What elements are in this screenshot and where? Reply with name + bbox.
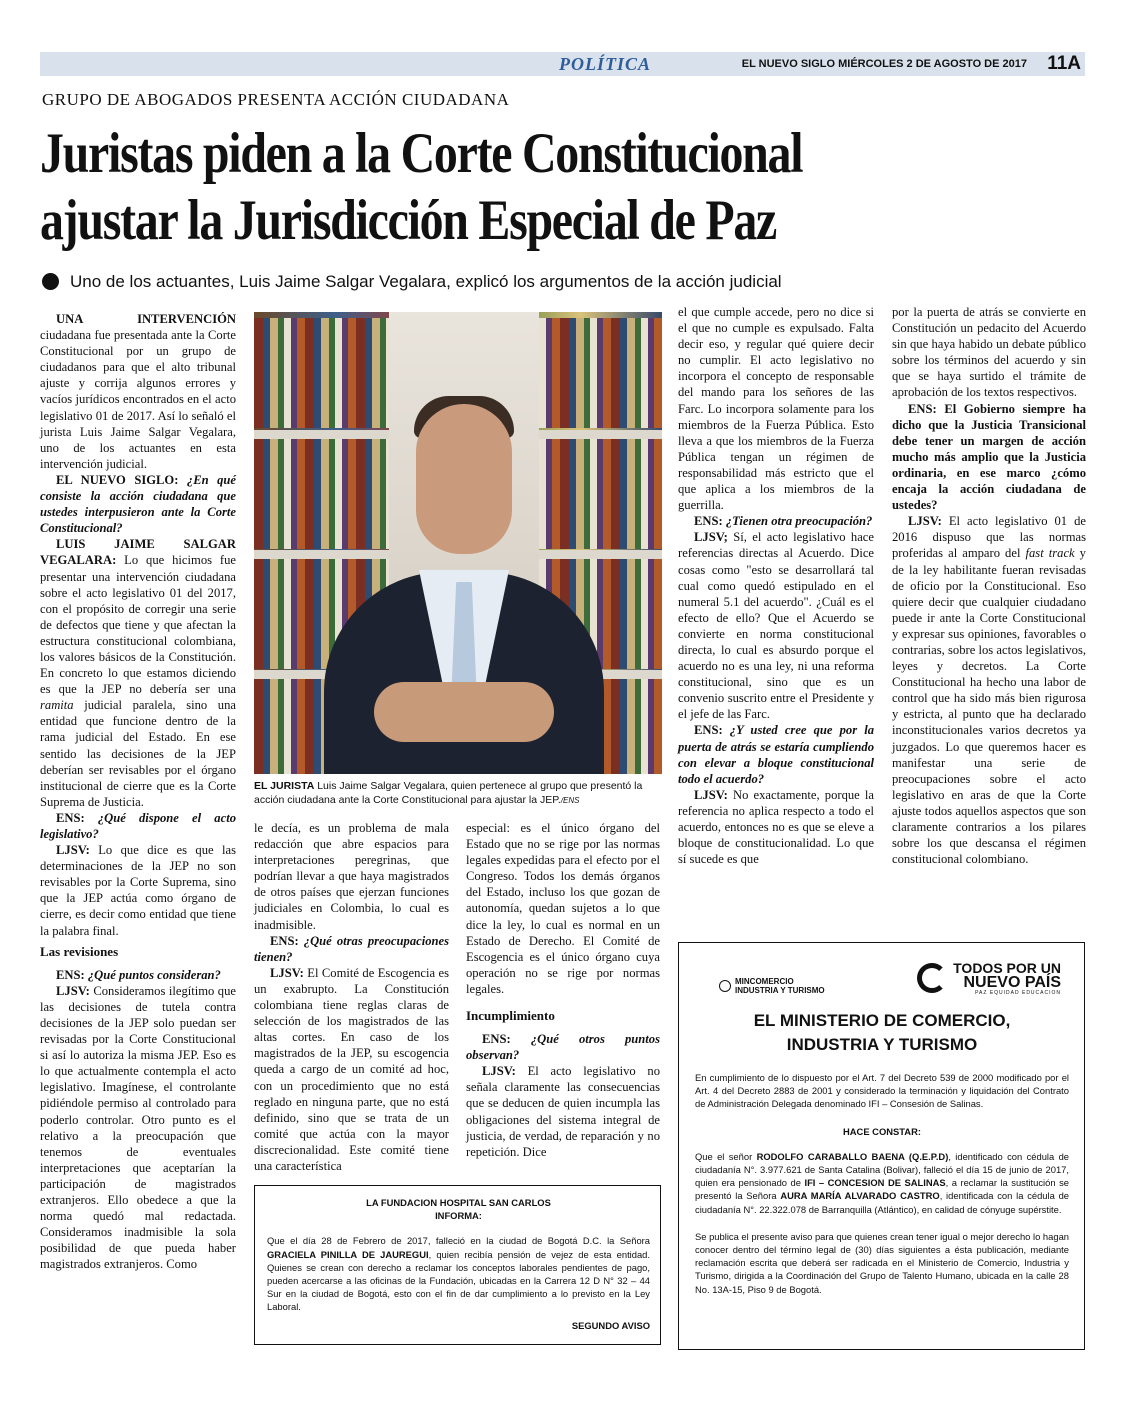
- section-header-bar: [40, 52, 1085, 76]
- notice-body: Se publica el presente aviso para que quienes crean tener igual o mejor derecho lo hagan conocer dentro del término legal de (30) días siguientes a ésta publicación, mediante reclamación escrita que deberá ser radicada en el Ministerio de Comercio, Industria y Turismo, dirigida a la Coordinación del Grupo de Talento Humano, ubicada en la calle 28 No. 13A-15, Piso 9 de Bogotá.: [695, 1230, 1069, 1295]
- notice-ministerio: [678, 942, 1085, 1350]
- question: ENS: ¿Y usted cree que por la puerta de atrás se estaría cumpliendo con elevar a bloque constitucional todo el acuerdo?: [678, 723, 874, 786]
- notice-title: INFORMA:: [435, 1210, 482, 1222]
- page-number: 11A: [1047, 53, 1081, 74]
- answer: LJSV: El Comité de Escogencia es un exabrupto. La Constitución colombiana tiene reglas claras de selección de los magistrados de las altas cortes. En caso de los magistrados de la JEP, su escogencia queda a cargo de un comité ad hoc, con un procedimiento que no está reglado en ninguna parte, que no está definido, sino que se trata de un comité que actúa con la mayor discrecionalidad. Este comité tiene una característica: [254, 965, 449, 1173]
- paper-date: EL NUEVO SIGLO MIÉRCOLES 2 DE AGOSTO DE 2017: [741, 58, 1027, 70]
- article-column-3: [466, 820, 660, 1160]
- section-name: POLÍTICA: [558, 54, 651, 74]
- answer: LJSV: El acto legislativo 01 de 2016 dispuso que las normas proferidas al amparo del fast track y de la ley habilitante fueran revisadas de oficio por la Constitucional. Eso quiere decir que cualquier ciudadano puede ir ante la Corte Constitucional y expresar sus opiniones, favorables o contrarias, sobre los actos legislativos, leyes y decretos. La Corte Constitucional ha hecho una labor de control que ha sido más bien rigurosa y estricta, al punto que ha declarado inconstitucionales varios decretos ya juzgados. Lo que queremos hacer es manifestar una serie de preocupaciones sobre el acto legislativo en aras de que la Corte ajuste todos aquellos aspectos que son claramente contrarios a los pilares sobre los que descansa el régimen constitucional colombiano.: [892, 514, 1086, 867]
- notice-fundacion: [254, 1185, 661, 1345]
- answer: LJSV: El acto legislativo no señala claramente las consecuencias que se deducen de quien incumpla las obligaciones del sistema integral de justicia, de verdad, de reparación y no repetición. Dice: [466, 1064, 660, 1159]
- article-column-2: [254, 820, 449, 1174]
- article-column-1: [40, 311, 236, 1272]
- question: ENS: ¿Qué otras preocupaciones tienen?: [254, 933, 449, 964]
- jurist-photo: [254, 312, 662, 774]
- answer: LJSV: No exactamente, porque la referencia no aplica respecto a todo el acuerdo, entonces no es que se eleve a bloque de constitucionalidad. Lo que sí sucede es que: [678, 787, 874, 867]
- question: ENS: El Gobierno siempre ha dicho que la Justicia Transicional debe tener un margen de acción mucho más amplio que la Justicia ordinaria, en ese marco ¿cómo encaja la acción ciudadana de ustedes?: [892, 401, 1086, 513]
- article-kicker: GRUPO DE ABOGADOS PRESENTA ACCIÓN CIUDADANA: [42, 90, 510, 109]
- notice-body: Que el día 28 de Febrero de 2017, falleció en la ciudad de Bogotá D.C. la Señora GRACIELA PINILLA DE JAUREGUI, quien recibía pensión de vejez de esta entidad. Quienes se crean con derecho a reclamar los conceptos laborales pendientes de pago, pueden acercarse a las oficinas de la Fundación, ubicadas en la Carrera 12 D N° 32 – 44 Sur en la ciudad de Bogotá, esto con el fin de dar cumplimiento a lo previsto en la Ley Laboral.: [267, 1235, 651, 1313]
- answer: LUIS JAIME SALGAR VEGALARA: Lo que hicimos fue presentar una intervención ciudadana sobre el acto legislativo 01 del 2017, con el propósito de corregir una serie de defectos que tiene y que afectan la estructura constitucional colombiana, los valores básicos de la Constitución. En concreto lo que estamos diciendo es que la JEP no debería ser una ramita judicial paralela, sino una entidad que funcione dentro de la rama judicial del Estado. En ese sentido las decisiones de la JEP deberían ser revisables por el órgano institucional de cierre que es la Corte Suprema de Justicia.: [40, 537, 236, 809]
- paragraph: especial: es el único órgano del Estado que no se rige por las normas legales expedidas para el efecto por el Congreso. Todos los demás órganos del Estado, incluso los que gozan de autonomía, quedan sujetos a lo que dice la ley, lo cual es normal en un Estado de Derecho. El Comité de Escogencia es el único órgano cuya operación no se rige por normas legales.: [466, 821, 660, 996]
- subheadline: [42, 272, 1082, 292]
- article-subtitle: Incumplimiento: [466, 1008, 555, 1024]
- photo-credit: /ENS: [560, 796, 580, 805]
- photo-caption: EL JURISTA Luis Jaime Salgar Vegalara, quien pertenece al grupo que presentó la acción ciudadana ante la Corte Constitucional para ajustar la JEP./ENS: [254, 780, 643, 806]
- question: ENS: ¿Tienen otra preocupación?: [694, 514, 873, 529]
- question: ENS: ¿Qué dispone el acto legislativo?: [40, 810, 236, 841]
- paragraph: el que cumple accede, pero no dice si el que no cumple es expulsado. Falta decir eso, y regular qué quiere decir no cumplir. El acto legislativo no incorpora el concepto de responsable del mando para los señores de las Farc. Lo incorpora solamente para los miembros de la Fuerza Pública. Esto lleva a que los miembros de la Fuerza Pública tengan un régimen de responsabilidad más estricto que el que aplica a los miembros de la guerrilla.: [678, 305, 874, 513]
- article-subtitle: Las revisiones: [40, 943, 119, 959]
- paragraph: UNA INTERVENCIÓN ciudadana fue presentada ante la Corte Constitucional por un grupo de ciudadanos para que el alto tribunal ajuste y corrija algunos errores y vacíos jurídicos encontrados en el acto legislativo 01 de 2017. Así lo señaló el jurista Luis Jaime Salgar Vegalara, uno de los actuantes en esta intervención judicial.: [40, 312, 236, 471]
- headline-line-2: ajustar la Jurisdicción Especial de Paz: [40, 189, 776, 252]
- article-column-5: [892, 304, 1086, 867]
- paragraph: por la puerta de atrás se convierte en Constitución un pedacito del Acuerdo sin que haya habido un debate público sobre los términos del acuerdo y sin que se haya surtido el trámite de aprobación de los textos respectivos.: [892, 305, 1086, 400]
- answer: LJSV: Consideramos ilegítimo que las decisiones de tutela contra decisiones de la JEP solo puedan ser revisadas por la Corte Constitucional si así lo autoriza la misma JEP. Eso es lo que actualmente contempla el acto legislativo. Imagínese, el controlante pidiéndole permiso al controlado para poderlo controlar. Otro punto es el relativo a la preocupación que tenemos de eventuales interpretaciones que aceptarían la participación de magistrados extranjeros. Ello obedece a que la norma quedó mal redactada. Consideramos inadmisible la sola posibilidad de que pueda haber magistrados extranjeros. Como: [40, 983, 236, 1272]
- seal-icon: [719, 980, 731, 992]
- subheadline-text: Uno de los actuantes, Luis Jaime Salgar Vegalara, explicó los argumentos de la acción judicial: [70, 272, 782, 291]
- hace-constar: HACE CONSTAR:: [843, 1125, 921, 1137]
- notice-intro: En cumplimiento de lo dispuesto por el Art. 7 del Decreto 539 de 2000 modificado por el Art. 4 del Decreto 2883 de 2001 y considerado la terminación y liquidación del Contrato de Administración Delegada denominado IFI – Consesión de Salinas.: [695, 1072, 1069, 1110]
- mincomercio-logo: MINCOMERCIO INDUSTRIA Y TURISMO: [719, 977, 825, 995]
- headline: [40, 120, 922, 254]
- notice-body: Que el señor RODOLFO CARABALLO BAENA (Q.E.P.D), identificado con cédula de ciudadanía N°. 3.977.621 de Santa Catalina (Bolivar), falleció el día 15 de junio de 2017, quien era pensionado de IFI – CONCESION DE SALINAS, a reclamar la sustitución se presentó la Señora AURA MARÍA ALVARADO CASTRO, identificada con la cédula de ciudadanía N°. 22.322.078 de Barranquilla (Atlántico), en calidad de cónyuge supérstite.: [695, 1150, 1070, 1215]
- question: ENS: ¿Qué otros puntos observan?: [466, 1032, 660, 1063]
- answer: LJSV: Lo que dice es que las determinaciones de la JEP no son revisables por la Corte Suprema, sino que la JEP actúa como órgano de cierre, es decir como entidad que tiene la palabra final.: [40, 843, 236, 938]
- notice-title: LA FUNDACION HOSPITAL SAN CARLOS: [366, 1197, 551, 1208]
- answer: LJSV; Sí, el acto legislativo hace referencias directas al Acuerdo. Dice cosas como "esto se desarrollará tal cual como quedó estipulado en el numeral 5.1 del acuerdo". ¿Cuál es el efecto de ello? Que el Acuerdo se convierte en norma constitucional directa, lo cual es absurdo porque el acuerdo no es una ley, ni una reforma constitucional, sino que es un convenio suscrito entre el Presidente y el jefe de las Farc.: [678, 530, 874, 722]
- colombia-mark-icon: [917, 963, 947, 993]
- notice-signature: SEGUNDO AVISO: [571, 1319, 650, 1331]
- question: EL NUEVO SIGLO: ¿En qué consiste la acción ciudadana que ustedes interpusieron ante la Corte Constitucional?: [40, 472, 236, 536]
- todos-por-un-nuevo-pais-logo: TODOS POR UN NUEVO PAÍS PAZ EQUIDAD EDUCACION: [953, 961, 1061, 997]
- notice-logos: [695, 957, 1069, 1003]
- question: ENS: ¿Qué puntos consideran?: [56, 967, 221, 982]
- headline-line-1: Juristas piden a la Corte Constitucional: [40, 122, 803, 185]
- paragraph: le decía, es un problema de mala redacción que abre espacios para interpretaciones peregrinas, que podrían llevar a que haya magistrados de otros países que ejerzan funciones judiciales en Colombia, lo cual es inadmisible.: [254, 821, 449, 932]
- article-column-4: [678, 304, 874, 867]
- bullet-icon: [42, 273, 59, 290]
- notice-title: EL MINISTERIO DE COMERCIO, INDUSTRIA Y TURISMO: [753, 1011, 1011, 1054]
